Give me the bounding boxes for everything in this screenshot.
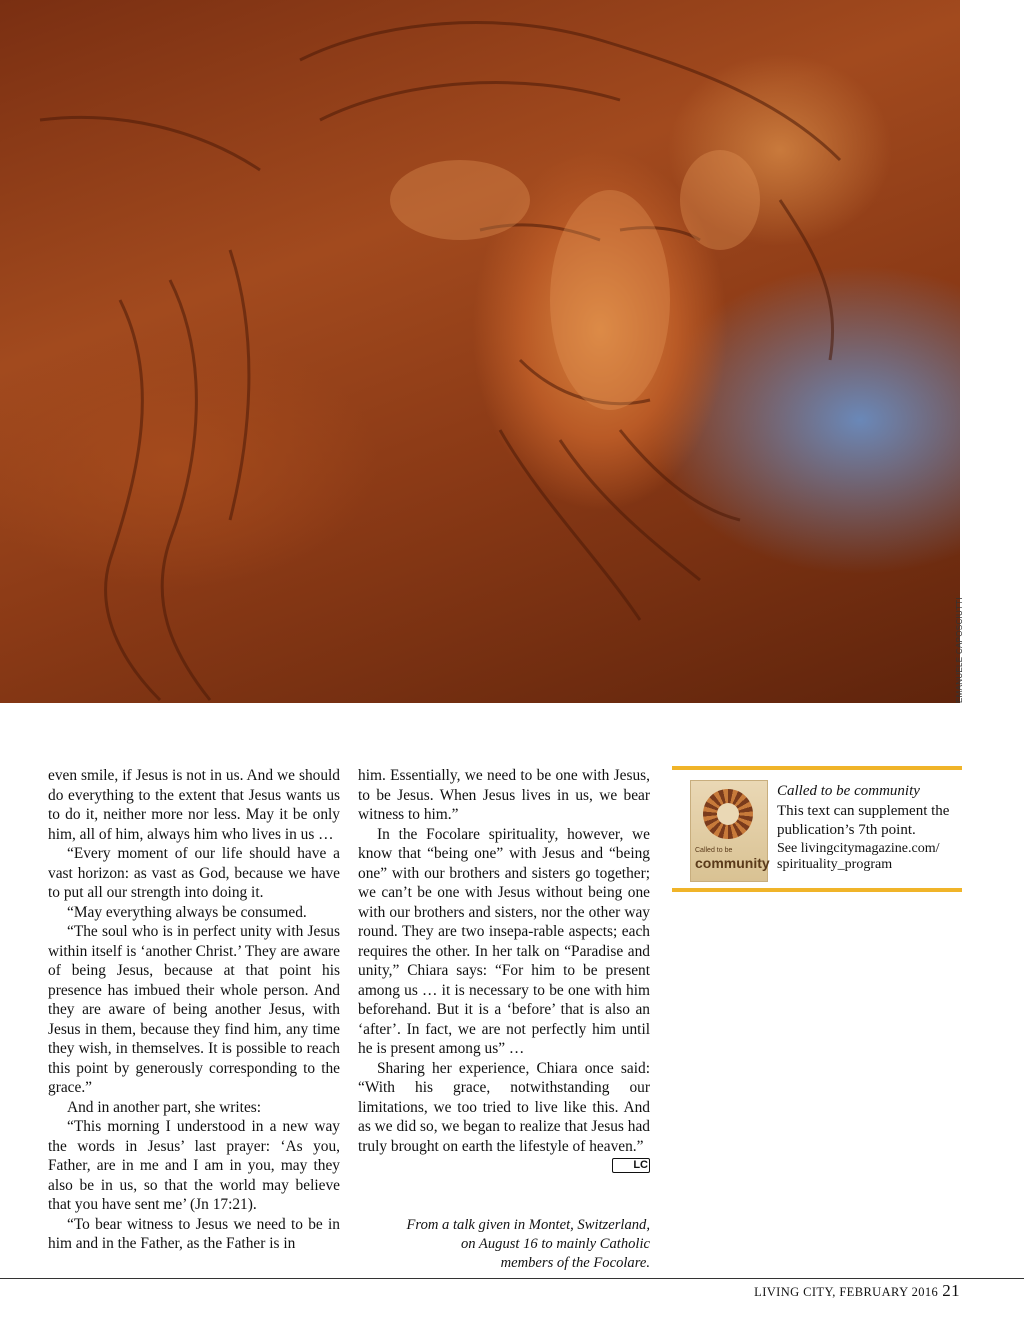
paragraph: him. Essentially, we need to be one with Jesus, to be Jesus. When Jesus lives in us, we bear witness to him.”: [358, 767, 650, 823]
page-footer: [754, 1281, 960, 1301]
sidebar-link-continued[interactable]: spirituality_program: [777, 856, 893, 872]
thumbnail-small-text: Called to be: [695, 847, 733, 854]
paragraph: “Every moment of our life should have a vast horizon: as vast as God, because we have to put all our strength into doing it.: [48, 845, 340, 901]
source-note-line: members of the Focolare.: [500, 1255, 650, 1271]
sidebar-text: [777, 782, 959, 873]
thumbnail-title-text: community: [695, 855, 770, 871]
sidebar-box: [672, 766, 962, 892]
article-column-right: [358, 766, 650, 1173]
paragraph: “May everything always be consumed.: [67, 903, 307, 921]
paragraph: [358, 1059, 650, 1171]
paragraph-text: Sharing her experience, Chiara once said: “With his grace, notwithstanding our limitations, we too tried to live like this. And as we did so, we began to realize that Jesus had truly brought on earth the lifestyle of heaven.”: [358, 1059, 650, 1155]
sidebar-link[interactable]: See livingcitymagazine.com/: [777, 840, 940, 856]
footer-divider: [0, 1278, 1024, 1279]
photo-credit: EMANUELE CAPOSCIUTTI: [955, 596, 964, 703]
wood-carving-illustration: [0, 0, 960, 703]
paragraph: “To bear witness to Jesus we need to be in him and in the Father, as the Father is in: [48, 1215, 340, 1252]
crucifix-photo: [0, 0, 964, 703]
paragraph: And in another part, she writes:: [67, 1098, 262, 1116]
source-note: [358, 1216, 650, 1273]
page-number: 21: [942, 1281, 960, 1300]
paragraph: even smile, if Jesus is not in us. And we should do everything to the extent that Jesus wants us to do it, neither more nor less. May it be only him, all of him, always him who lives in us …: [48, 767, 340, 843]
running-head: LIVING CITY, FEBRUARY 2016: [754, 1285, 939, 1299]
sidebar-description: This text can supplement the publication’s 7th point.: [777, 802, 950, 838]
mandala-icon: [703, 789, 753, 839]
source-note-line: on August 16 to mainly Catholic: [460, 1236, 650, 1252]
paragraph: In the Focolare spirituality, however, we know that “being one” with Jesus and “being one” with our brothers and sisters go together; we can’t be one with Jesus without being one with our brothers and sisters, nor the other way round. They are two insepa-rable aspects; each requires the other. In her talk on “Paradise and unity,” Chiara says: “For him to be present among us … it is necessary to be one with him beforehand. But it is a ‘before’ that is also an ‘after’. In fact, we are not perfectly him until he is present among us” …: [358, 825, 650, 1057]
publication-cover-thumbnail: [690, 780, 768, 882]
source-note-line: From a talk given in Montet, Switzerland,: [406, 1217, 650, 1233]
article-column-left: [48, 766, 340, 1254]
sidebar-title: Called to be community: [777, 783, 920, 799]
end-of-article-mark: LC: [612, 1158, 650, 1173]
paragraph: “This morning I understood in a new way the words in Jesus’ last prayer: ‘As you, Father, are in me and I am in you, may they also be in us, so that the world may believe that you have sent me’ (Jn 17:21).: [48, 1118, 340, 1213]
paragraph: “The soul who is in perfect unity with Jesus within itself is ‘another Christ.’ They are aware of being Jesus, because at that point his presence has imbued their whole person. And they are aware of being another Jesus, with Jesus in them, because they find him, any time they wish, in themselves. It is possible to reach this point by generously corresponding to the grace.”: [48, 923, 340, 1096]
